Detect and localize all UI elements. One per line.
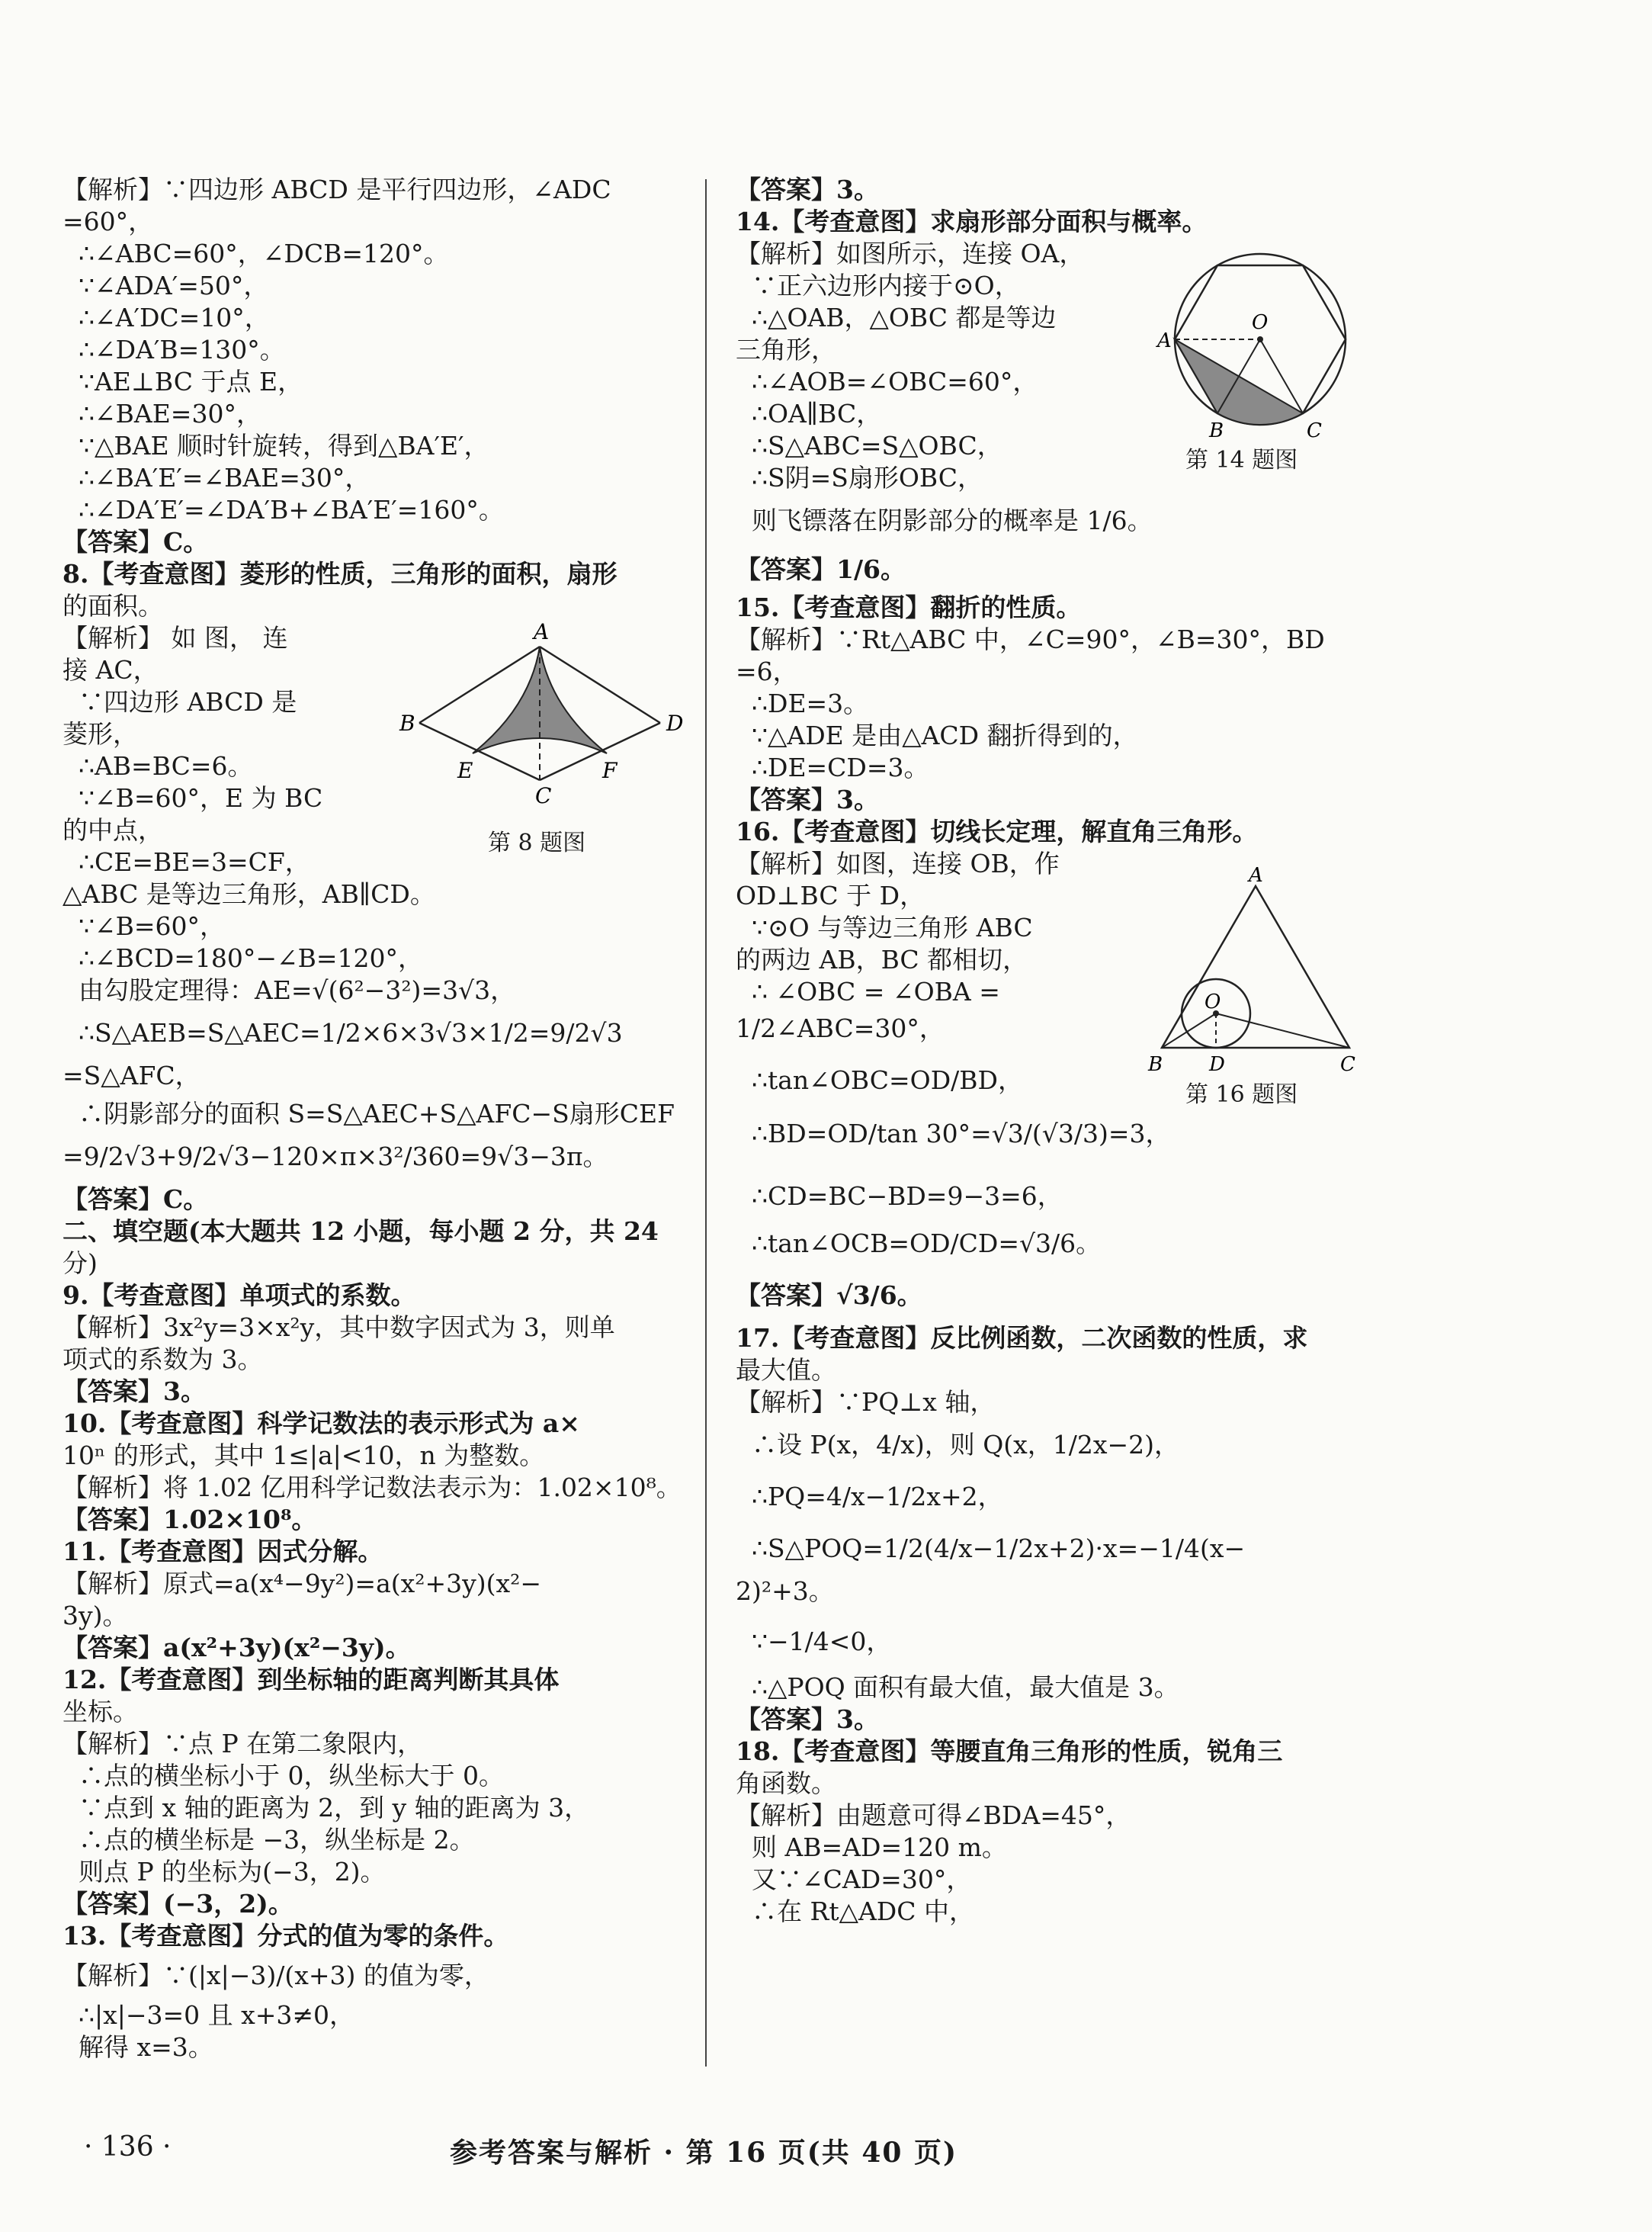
text-line: 三角形， [736, 335, 836, 365]
text-line: ∵∠B=60°， [63, 911, 226, 941]
text-line: ∴DE=CD=3。 [736, 753, 929, 782]
text-line: ∴AB=BC=6。 [63, 751, 253, 781]
triangle-incircle-figure-16 [1145, 864, 1366, 1077]
question-heading: 16.【考查意图】切线长定理，解直角三角形。 [736, 817, 1258, 846]
answer-line: 【答案】3。 [63, 1376, 206, 1406]
formula-line: ∴S△AEB=S△AEC=1/2×6×3√3×1/2=9/2√3 [63, 1018, 623, 1048]
text-line: ∴点的横坐标小于 0，纵坐标大于 0。 [63, 1761, 504, 1790]
formula-line: ∴CD=BC−BD=9−3=6， [736, 1181, 1063, 1211]
formula-line: ∴设 P(x，4/x)，则 Q(x，1/2x−2)， [736, 1430, 1180, 1460]
text-line: ∴S阴=S扇形OBC， [736, 463, 983, 493]
answer-line: 【答案】1/6。 [736, 554, 906, 584]
text-line: 【解析】∵Rt△ABC 中，∠C=90°，∠B=30°，BD [736, 625, 1325, 654]
label-C: C [1340, 1053, 1355, 1076]
label-B: B [1209, 419, 1224, 442]
label-A: A [1249, 864, 1263, 887]
text-line: ∴∠A′DC=10°， [63, 303, 270, 332]
question-heading: 15.【考查意图】翻折的性质。 [736, 593, 1082, 622]
question-heading: 14.【考查意图】求扇形部分面积与概率。 [736, 207, 1208, 236]
answer-line: 【答案】3。 [736, 785, 879, 814]
text-line: 【解析】由题意可得∠BDA=45°， [736, 1800, 1131, 1830]
answer-line: 【答案】1.02×10⁸。 [63, 1505, 317, 1534]
formula-line: =S△AFC， [63, 1061, 200, 1090]
text-line: ∵正六边形内接于⊙O， [736, 271, 1020, 300]
text-line: 10ⁿ 的形式，其中 1≤|a|<10，n 为整数。 [63, 1440, 545, 1470]
text-line: 【解析】 如 图， 连 [63, 623, 288, 653]
text-line: 则 AB=AD=120 m。 [736, 1832, 1007, 1862]
answer-line: 【答案】C。 [63, 1184, 209, 1214]
text-line: ∵四边形 ABCD 是 [63, 687, 297, 717]
text-line: ∴∠BA′E′=∠BAE=30°， [63, 463, 370, 493]
text-line: 【解析】如图，连接 OB，作 [736, 849, 1060, 878]
answer-line: 【答案】C。 [63, 527, 209, 557]
label-A: A [534, 619, 550, 644]
shaded-sector [1175, 339, 1303, 425]
text-line: ∴在 Rt△ADC 中， [736, 1896, 974, 1926]
formula-line: ∵−1/4<0， [736, 1627, 892, 1656]
formula-line: =9/2√3+9/2√3−120×π×3²/360=9√3−3π。 [63, 1142, 608, 1171]
page-number: · 136 · [84, 2131, 172, 2163]
text-line: ∵△ADE 是由△ACD 翻折得到的， [736, 721, 1138, 750]
text-line: 的面积。 [63, 591, 163, 621]
answer-line: 【答案】√3/6。 [736, 1280, 922, 1310]
formula-line: 则飞镖落在阴影部分的概率是 1/6。 [736, 506, 1153, 535]
text-line: 又∵∠CAD=30°， [736, 1864, 972, 1894]
label-D: D [666, 711, 684, 736]
question-heading: 10.【考查意图】科学记数法的表示形式为 a× [63, 1408, 580, 1438]
text-line: 【解析】原式=a(x⁴−9y²)=a(x²+3y)(x²− [63, 1569, 541, 1598]
answer-line: 【答案】3。 [736, 1704, 879, 1734]
text-line: 角函数。 [736, 1768, 836, 1798]
section-heading: 二、填空题(本大题共 12 小题，每小题 2 分，共 24 [63, 1216, 659, 1246]
text-line: ∴∠AOB=∠OBC=60°， [736, 367, 1038, 397]
formula-line: 1/2∠ABC=30°， [736, 1013, 945, 1043]
text-line: ∴CE=BE=3=CF， [63, 847, 310, 877]
question-heading: 9.【考查意图】单项式的系数。 [63, 1280, 416, 1310]
text-line: ∴∠ABC=60°，∠DCB=120°。 [63, 239, 449, 268]
label-B: B [399, 711, 415, 736]
formula-line: ∴PQ=4/x−1/2x+2， [736, 1482, 1003, 1511]
footer-title: 参考答案与解析 · 第 16 页(共 40 页) [450, 2137, 958, 2169]
text-line: =6， [736, 657, 798, 686]
formula-line: ∴S△POQ=1/2(4/x−1/2x+2)·x=−1/4(x− [736, 1533, 1246, 1563]
text-line: ∵AE⊥BC 于点 E， [63, 367, 303, 397]
text-line: 【解析】将 1.02 亿用科学记数法表示为：1.02×10⁸。 [63, 1472, 682, 1502]
text-line: 的中点， [63, 815, 163, 845]
label-B: B [1148, 1053, 1163, 1076]
text-line: 的两边 AB，BC 都相切， [736, 945, 1028, 975]
text-line: ∴点的横坐标是 −3，纵坐标是 2。 [63, 1825, 475, 1855]
left-column [63, 174, 688, 2063]
text-line: 【解析】3x²y=3×x²y，其中数字因式为 3，则单 [63, 1312, 615, 1342]
label-A: A [1157, 329, 1172, 352]
text-line: 分) [63, 1248, 98, 1278]
text-line: ∴S△ABC=S△OBC， [736, 431, 1002, 461]
label-C: C [535, 783, 552, 808]
question-heading: 12.【考查意图】到坐标轴的距离判断其具体 [63, 1665, 560, 1694]
text-line: 解得 x=3。 [63, 2032, 213, 2062]
text-line: ∴DE=3。 [736, 689, 869, 718]
label-E: E [457, 758, 473, 783]
text-line: ∵∠B=60°，E 为 BC [63, 783, 323, 813]
text-line: ∵点到 x 轴的距离为 2，到 y 轴的距离为 3， [63, 1793, 590, 1823]
text-line: ∴ ∠OBC = ∠OBA = [736, 977, 1000, 1007]
text-line: 【解析】如图所示，连接 OA， [736, 239, 1085, 268]
label-O: O [1252, 311, 1269, 334]
text-line: 【解析】∵PQ⊥x 轴， [736, 1387, 996, 1417]
figure-caption-14: 第 14 题图 [1185, 447, 1298, 474]
text-line: 【解析】∵点 P 在第二象限内， [63, 1729, 423, 1758]
text-line: 坐标。 [63, 1697, 138, 1726]
formula-line: ∴tan∠OCB=OD/CD=√3/6。 [736, 1228, 1102, 1258]
question-heading: 8.【考查意图】菱形的性质，三角形的面积，扇形 [63, 559, 617, 589]
text-line: △ABC 是等边三角形，AB∥CD。 [63, 879, 435, 909]
text-line: =60°， [63, 207, 154, 236]
text-line: ∴OA∥BC， [736, 399, 882, 429]
formula-line: 2)²+3。 [736, 1576, 834, 1606]
label-D: D [1209, 1053, 1225, 1076]
text-line: ∵△BAE 顺时针旋转，得到△BA′E′， [63, 431, 489, 461]
rhombus-figure-8 [396, 616, 686, 808]
formula-line: 由勾股定理得：AE=√(6²−3²)=3√3， [63, 975, 516, 1005]
text-line: 项式的系数为 3。 [63, 1344, 263, 1374]
text-line: ∴∠DA′E′=∠DA′B+∠BA′E′=160°。 [63, 495, 504, 525]
text-line: ∴∠DA′B=130°。 [63, 335, 285, 365]
answer-line: 【答案】3。 [736, 175, 879, 204]
text-line: 最大值。 [736, 1355, 836, 1385]
formula-line: 【解析】∵(|x|−3)/(x+3) 的值为零， [63, 1961, 489, 1990]
text-line: 则点 P 的坐标为(−3，2)。 [63, 1857, 386, 1887]
label-F: F [602, 758, 617, 783]
question-heading: 13.【考查意图】分式的值为零的条件。 [63, 1921, 509, 1951]
text-line: OD⊥BC 于 D， [736, 881, 925, 910]
text-line: ∴|x|−3=0 且 x+3≠0， [63, 2000, 355, 2030]
text-line: 接 AC， [63, 655, 159, 685]
figure-caption-16: 第 16 题图 [1185, 1081, 1298, 1108]
answer-line: 【答案】(−3，2)。 [63, 1889, 294, 1919]
question-heading: 18.【考查意图】等腰直角三角形的性质，锐角三 [736, 1736, 1283, 1766]
text-line: ∴∠BCD=180°−∠B=120°， [63, 943, 424, 973]
text-line: ∴∠BAE=30°， [63, 399, 261, 429]
label-C: C [1307, 419, 1322, 442]
formula-line: ∴阴影部分的面积 S=S△AEC+S△AFC−S扇形CEF [63, 1099, 675, 1129]
question-heading: 11.【考查意图】因式分解。 [63, 1537, 383, 1566]
text-line: ∴△POQ 面积有最大值，最大值是 3。 [736, 1672, 1179, 1702]
text-line: 菱形， [63, 719, 138, 749]
text-line: 【解析】∵四边形 ABCD 是平行四边形，∠ADC [63, 175, 611, 204]
formula-line: ∴tan∠OBC=OD/BD， [736, 1065, 1023, 1095]
text-line: 3y)。 [63, 1601, 128, 1630]
formula-line: ∴BD=OD/tan 30°=√3/(√3/3)=3， [736, 1119, 1171, 1148]
hexagon-circle-figure-14 [1157, 240, 1363, 446]
text-line: ∴△OAB，△OBC 都是等边 [736, 303, 1057, 332]
column-divider [705, 179, 707, 2067]
text-line: ∵∠ADA′=50°， [63, 271, 269, 300]
question-heading: 17.【考查意图】反比例函数，二次函数的性质，求 [736, 1323, 1308, 1353]
figure-caption-8: 第 8 题图 [488, 830, 586, 856]
answer-line: 【答案】a(x²+3y)(x²−3y)。 [63, 1633, 411, 1662]
text-line: ∵⊙O 与等边三角形 ABC [736, 913, 1033, 943]
label-O: O [1205, 991, 1221, 1013]
